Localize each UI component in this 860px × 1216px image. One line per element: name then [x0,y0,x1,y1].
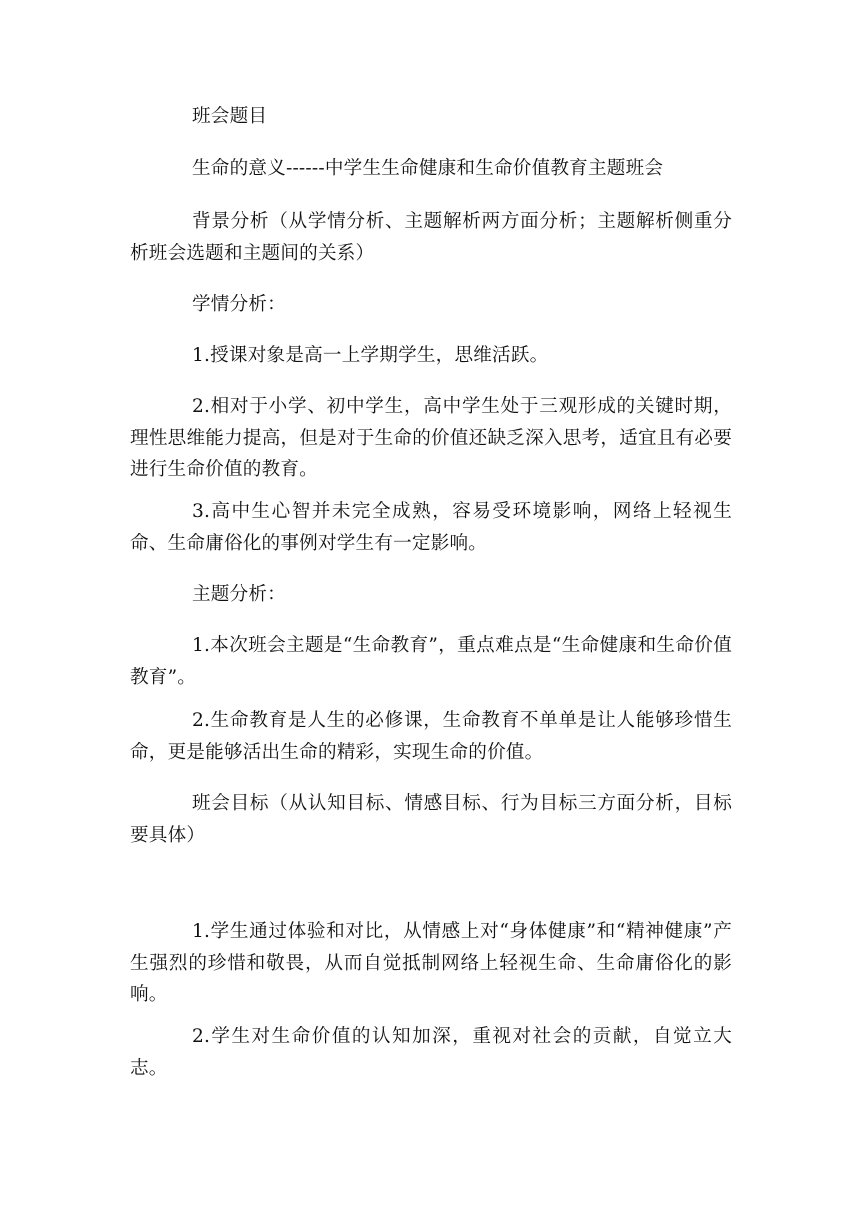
heading-student-analysis: 学情分析： [192,294,286,315]
class-title: 生命的意义------中学生生命健康和生命价值教育主题班会 [192,158,664,179]
theme-analysis-item-1: 1.本次班会主题是“生命教育”，重点难点是“生命健康和生命价值教育”。 [130,635,732,688]
theme-analysis-item-2: 2.生命教育是人生的必修课，生命教育不单单是让人能够珍惜生命，更是能够活出生命的精彩，实现生命的价值。 [130,710,732,763]
student-analysis-item-2: 2.相对于小学、初中学生，高中学生处于三观形成的关键时期，理性思维能力提高，但是对于生命的价值还缺乏深入思考，适宜且有必要进行生命价值的教育。 [130,396,732,480]
heading-background-analysis: 背景分析（从学情分析、主题解析两方面分析；主题解析侧重分析班会选题和主题间的关系） [130,211,732,264]
heading-class-goals: 班会目标（从认知目标、情感目标、行为目标三方面分析，目标要具体） [130,793,732,846]
class-goal-item-1: 1.学生通过体验和对比，从情感上对“身体健康”和“精神健康”产生强烈的珍惜和敬畏，从而自觉抵制网络上轻视生命、生命庸俗化的影响。 [130,921,732,1005]
heading-class-topic: 班会题目 [192,106,268,127]
class-goal-item-2: 2.学生对生命价值的认知加深，重视对社会的贡献，自觉立大志。 [130,1026,732,1079]
student-analysis-item-1: 1.授课对象是高一上学期学生，思维活跃。 [192,345,549,366]
heading-theme-analysis: 主题分析： [192,584,286,605]
student-analysis-item-3: 3.高中生心智并未完全成熟，容易受环境影响，网络上轻视生命、生命庸俗化的事例对学生有一定影响。 [130,501,732,554]
